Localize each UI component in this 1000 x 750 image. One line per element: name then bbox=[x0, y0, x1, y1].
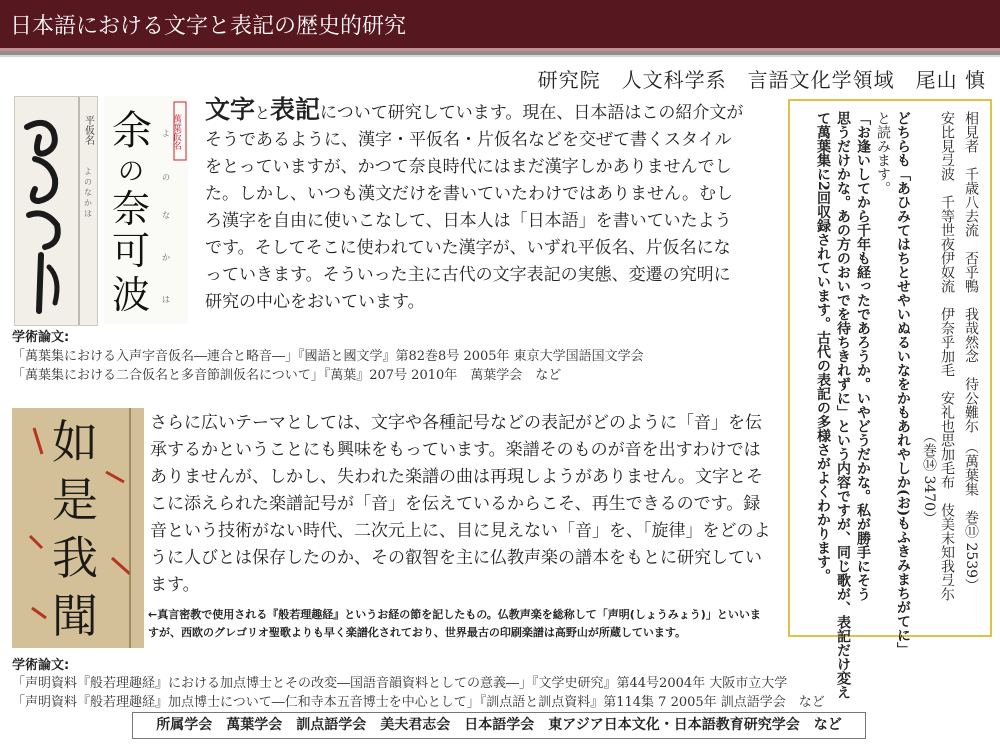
sound-notation-text: さらに広いテーマとしては、文字や各種記号などの表記がどのように「音」を伝承するかということにも興味をもっています。楽譜そのものが音を出すわけではありませんが、しかし、失われた楽譜の曲は再現しようがありません。文字とそこに添えられた楽譜記号が「音」を伝えているからこそ、再生できるのです。録音という技術がない時代、二次元上に、目に見えない「音」を、「旋律」をどのように人びとは保存したのか、その叡智を主に仏教声楽の譜本をもとに研究しています。 bbox=[150, 413, 771, 595]
poem-line: 安比見弖波 千等世夜伊奴流 伊奈乎加毛 安礼也思加毛布 伎美末知我弖尓 bbox=[939, 111, 955, 601]
poem-box bbox=[788, 99, 992, 699]
page-title: 日本語における文字と表記の歴史的研究 bbox=[10, 14, 407, 39]
poem-line: 「お逢いしてから千年も経ったであろうか。いやどうだかな。私が勝手にそう bbox=[855, 111, 871, 601]
svg-text:か: か bbox=[162, 253, 170, 262]
manyogana-image bbox=[104, 96, 188, 324]
svg-text:の: の bbox=[118, 157, 145, 187]
svg-text:な: な bbox=[162, 211, 170, 220]
papers-label: 学術論文: bbox=[12, 658, 70, 673]
hiragana-manuscript-image bbox=[14, 96, 98, 326]
svg-text:萬葉仮名: 萬葉仮名 bbox=[171, 114, 181, 150]
poem-line: と読みます。 bbox=[875, 111, 891, 195]
poem-line: （巻⑭ 3470） bbox=[921, 429, 937, 526]
papers-label: 学術論文: bbox=[12, 330, 70, 345]
affiliated-societies: 所属学会 萬葉学会 訓点語学会 美夫君志会 日本語学会 東アジア日本文化・日本語教育研究学会 など bbox=[132, 712, 866, 739]
svg-text:の: の bbox=[162, 173, 170, 182]
svg-text:よ の な か は: よ の な か は bbox=[83, 167, 93, 218]
poem-line: 相見者 千歳八去流 否乎鴨 我哉然念 待公難尓 （萬葉集 巻⑪ 2539） bbox=[963, 111, 979, 593]
svg-text:我: 我 bbox=[52, 531, 98, 585]
image-caption: ←真言密教で使用される『般若理趣経』というお経の節を記したもの。仏教声楽を総称して「声明(しょうみょう)」といいますが、西欧のグレゴリオ聖歌よりも早く楽譜化されており、世界最古の印刷楽譜は高野山が所蔵しています。 bbox=[148, 608, 761, 639]
shomyo-score-image bbox=[12, 408, 144, 648]
poem-line: どちらも「あひみてはちとせやいぬるいなをかもあれやしか(お)もふきみまちがてに」 bbox=[895, 111, 911, 657]
svg-text:平仮名: 平仮名 bbox=[82, 115, 94, 145]
svg-text:よ: よ bbox=[162, 129, 170, 138]
svg-text:波: 波 bbox=[112, 273, 151, 317]
paper-citation: 「声明資料『般若理趣経』加点博士について―仁和寺本五音博士を中心として」『訓点語と訓点資料』第114集 7 2005年 訓点語学会 など bbox=[12, 695, 825, 710]
header-divider bbox=[0, 55, 1000, 57]
svg-text:奈: 奈 bbox=[112, 187, 151, 231]
intro-text bbox=[205, 96, 745, 316]
svg-text:是: 是 bbox=[52, 473, 98, 527]
paper-citation: 「声明資料『般若理趣経』における加点博士とその改変―国語音韻資料としての意義―」『文学史研究』第44号2004年 大阪市立大学 bbox=[12, 676, 788, 691]
svg-text:余: 余 bbox=[112, 108, 152, 154]
svg-text:聞: 聞 bbox=[52, 589, 98, 643]
poem-line: て萬葉集に2回収録されています。古代の表記の多様さがよくわかります。 bbox=[815, 111, 831, 583]
keyword-moji: 文字 bbox=[205, 95, 256, 124]
paper-citation: 「萬葉集における二合仮名と多音節訓仮名について」『萬葉』207号 2010年 萬葉学会 など bbox=[12, 368, 562, 383]
poem-line: 思うだけかな。あの方のおいでを待ちきれずに」という内容ですが、同じ歌が、表記だけ変え bbox=[835, 111, 851, 699]
svg-text:は: は bbox=[162, 295, 170, 304]
paper-citation: 「萬葉集における入声字音仮名―連合と略音―」『國語と國文学』第82巻8号 2005年 東京大学国語国文学会 bbox=[12, 349, 644, 364]
author-affiliation: 研究院 人文科学系 言語文化学領域 尾山 慎 bbox=[537, 68, 986, 92]
svg-text:如: 如 bbox=[52, 415, 98, 469]
keyword-hyoki: 表記 bbox=[270, 95, 321, 124]
header-bar bbox=[0, 0, 1000, 48]
keyword-to: と bbox=[255, 104, 271, 122]
svg-text:可: 可 bbox=[112, 229, 151, 273]
intro-body: について研究しています。現在、日本語はこの紹介文がそうであるように、漢字・平仮名・片仮名などを交ぜて書くスタイルをとっていますが、かつて奈良時代にはまだ漢字しかありませんでした。しかし、いつも漢文だけを書いていたわけではありません。むしろ漢字を自由に使いこなして、日本人は「日本語」を書いていたようです。そしてそこに使われていた漢字が、いずれ平仮名、片仮名になっていきます。そういった主に古代の文字表記の実態、変遷の究明に研究の中心をおいています。 bbox=[205, 103, 744, 312]
